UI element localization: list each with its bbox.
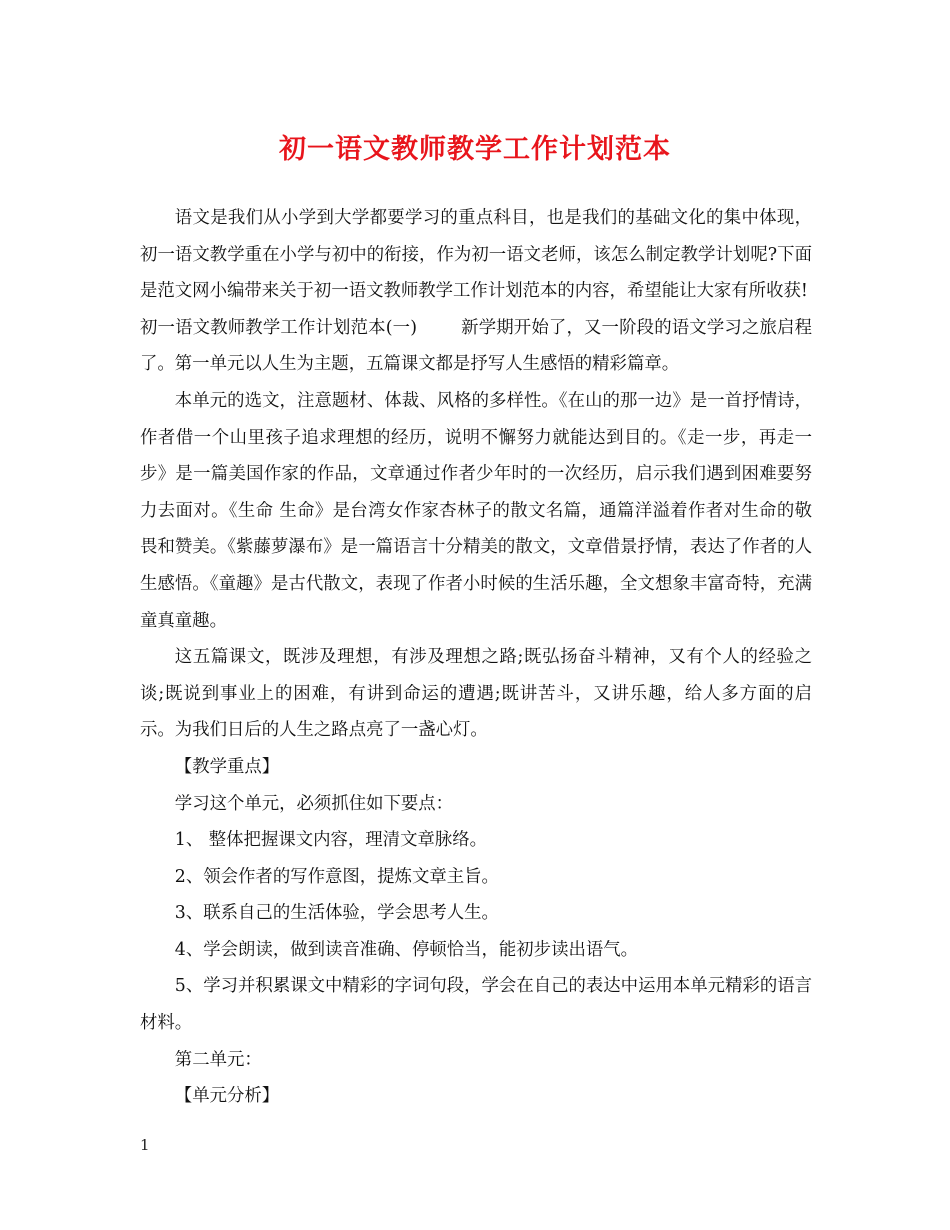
document-body — [140, 200, 812, 1115]
document-title: 初一语文教师教学工作计划范本 — [279, 134, 671, 165]
unit-analysis-heading: 【单元分析】 — [174, 1086, 280, 1107]
page-number: 1 — [140, 1136, 150, 1154]
sample-heading: 初一语文教师教学工作计划范本(一) — [140, 317, 417, 338]
sample-paragraph — [140, 310, 812, 383]
key-points-intro: 学习这个单元，必须抓住如下要点： — [174, 793, 454, 814]
unit-two-heading: 第二单元： — [174, 1049, 262, 1070]
five-texts-paragraph: 这五篇课文，既涉及理想，有涉及理想之路;既弘扬奋斗精神，又有个人的经验之谈;既说到事业上的困难，有讲到命运的遭遇;既讲苦斗，又讲乐趣，给人多方面的启示。为我们日后的人生之路点亮了一盏心灯。 — [140, 647, 812, 741]
key-point-2: 2、领会作者的写作意图，提炼文章主旨。 — [174, 866, 499, 887]
key-point-1: 1、 整体把握课文内容，理清文章脉络。 — [174, 830, 488, 851]
key-point-5: 5、学习并积累课文中精彩的字词句段，学会在自己的表达中运用本单元精彩的语言材料。 — [140, 976, 812, 1034]
unit-texts-paragraph: 本单元的选文，注意题材、体裁、风格的多样性。《在山的那一边》是一首抒情诗，作者借一个山里孩子追求理想的经历，说明不懈努力就能达到目的。《走一步，再走一步》是一篇美国作家的作品，文章通过作者少年时的一次经历，启示我们遇到困难要努力去面对。《生命 生命》是台湾女作家杏林子的散文名篇，通篇洋溢着作者对生命的敬畏和赞美。《紫藤萝瀑布》是一篇语言十分精美的散文，文章借景抒情，表达了作者的人生感悟。《童趣》是古代散文，表现了作者小时候的生活乐趣，全文想象丰富奇特，充满童真童趣。 — [140, 390, 812, 631]
intro-paragraph: 语文是我们从小学到大学都要学习的重点科目，也是我们的基础文化的集中体现，初一语文教学重在小学与初中的衔接，作为初一语文老师，该怎么制定教学计划呢?下面是范文网小编带来关于初一语文教师教学工作计划范本的内容，希望能让大家有所收获! — [140, 208, 812, 302]
key-point-4: 4、学会朗读，做到读音准确、停顿恰当，能初步读出语气。 — [174, 939, 639, 960]
key-point-3: 3、联系自己的生活体验，学会思考人生。 — [174, 903, 499, 924]
key-points-heading: 【教学重点】 — [174, 756, 280, 777]
sample-start-text: 新学期开始了，又一阶段的语文学习之旅启程了。第一单元以人生为主题，五篇课文都是抒写人生感悟的精彩篇章。 — [140, 317, 812, 375]
